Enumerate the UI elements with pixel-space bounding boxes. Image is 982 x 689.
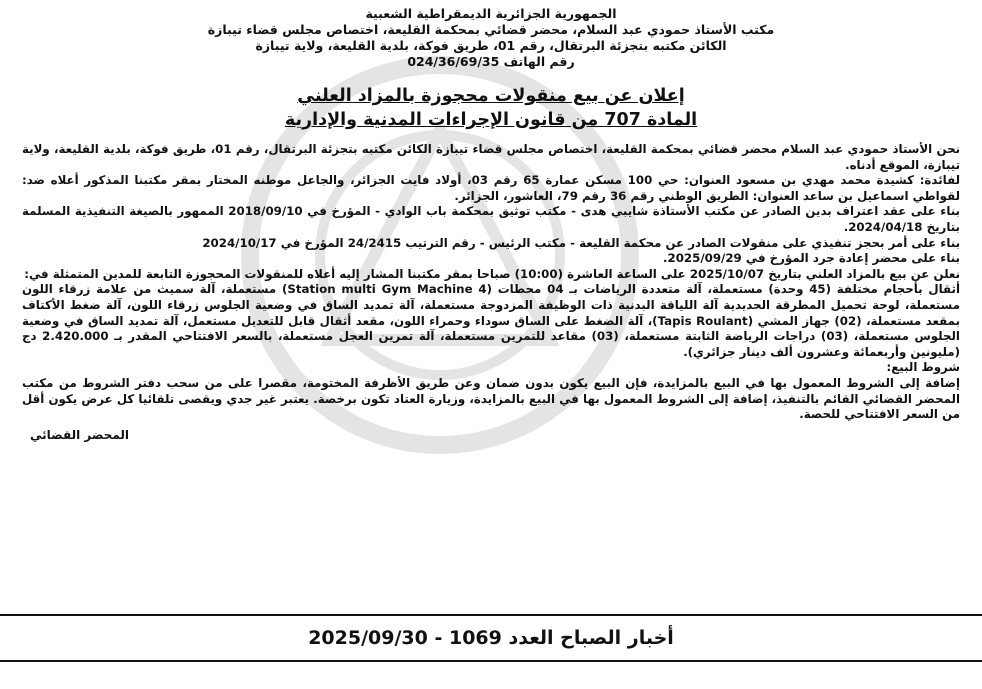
intro-paragraph: نحن الأستاذ حمودي عبد السلام محضر قضائي بمحكمة القليعة، اختصاص مجلس قضاء تيبازة الكائن مكتبه بتجزئة البرتقال، رقم 01، طريق فوكة، بلدية القليعة، ولاية تيبازة، الموقع أدناه. — [22, 142, 960, 172]
office-address: الكائن مكتبه بتجزئة البرتقال، رقم 01، طريق فوكة، بلدية القليعة، ولاية تيبازة — [255, 38, 727, 53]
newspaper-footer: أخبار الصباح العدد 1069 - 2025/09/30 — [0, 614, 982, 662]
signature-label: المحضر القضائي — [30, 427, 130, 442]
title-line-2: المادة 707 من قانون الإجراءات المدنية والإدارية — [284, 110, 698, 130]
announcement-body — [22, 142, 960, 423]
conditions-paragraph: إضافة إلى الشروط المعمول بها في البيع بالمزايدة، فإن البيع يكون بدون ضمان وعن طريق الأظرفة المختومة، مقصرا على من سحب دفتر الشروط من مكتب المحضر القضائي القائم بالتنفيذ، إضافة إلى الشروط المعمول بها في البيع بالمزايدة، وزيارة العتاد تكون برخصة. يعتبر غير جدي ويقصى تلقائيا كل عرض يكون أقل من السعر الافتتاحي للحصة. — [22, 375, 960, 422]
announcement-title — [22, 84, 960, 132]
beneficiary-paragraph: لفائدة: كشيدة محمد مهدي بن مسعود العنوان: حي 100 مسكن عمارة 65 رقم 03، أولاد فايت الجزائر، والجاعل موطنه المختار بمقر مكتبنا المذكور أعلاه ضد: لقواطي اسماعيل بن ساعد العنوان: الطريق الوطني رقم 36 رقم 79، العاشور، الجزائر. — [22, 173, 960, 203]
letterhead — [22, 6, 960, 70]
title-line-1: إعلان عن بيع منقولات محجوزة بالمزاد العلني — [297, 86, 685, 106]
basis-paragraph-2: بناء على أمر بحجز تنفيذي على منقولات الصادر عن محكمة القليعة - مكتب الرئيس - رقم الترتيب 24/2415 المؤرخ في 2024/10/17 — [202, 235, 960, 250]
basis-paragraph-1: بناء على عقد اعتراف بدين الصادر عن مكتب الأستاذة شايبي هدى - مكتب توثيق بمحكمة باب الوادي - المؤرخ في 2018/09/10 الممهور بالصيغة التنفيذية المسلمة بتاريخ 2024/04/18. — [22, 204, 960, 234]
republic-name: الجمهورية الجزائرية الديمقراطية الشعبية — [365, 6, 617, 21]
basis-paragraph-3: بناء على محضر إعادة جرد المؤرخ في 2025/09/29. — [663, 251, 960, 266]
office-name: مكتب الأستاذ حمودي عبد السلام، محضر قضائي بمحكمة القليعة، اختصاص مجلس قضاء تيبازة — [207, 22, 775, 37]
announcement-paragraph: نعلن عن بيع بالمزاد العلني بتاريخ 2025/10/07 على الساعة العاشرة (10:00) صباحا بمقر مكتبنا المشار إليه أعلاه للمنقولات المحجوزة التابعة للمدين المتمثلة في: — [24, 266, 960, 281]
seized-items-paragraph: أثقال بأحجام مختلفة (45 وحدة) مستعملة، آلة متعددة الرياضات بـ 04 محطات (Station multi Gym Machine 4) مستعملة، آلة سميث من علامة زرقاء اللون مستعملة، لوحة تحميل المطرقة الحديدية آلة اللياقة البدنية ذات الوظيفة المزدوجة مستعملة، آلة تمديد الساق في وضعية الجلوس زرقاء اللون، آلة ضغط الأكتاف بمقعد مستعملة، (02) جهاز المشي (Tapis Roulant)، آلة الضغط على الساق سوداء وحمراء اللون، مقعد أثقال قابل للتعديل مستعمل، آلة تمديد الساق في وضعية الجلوس مستعملة، (03) دراجات الرياضة الثابتة مستعملة، (03) مقاعد للتمرين مستعملة، آلة تمرين العجل مستعملة، بالسعر الافتتاحي المقدر بـ 2.420.000 دج (مليونين وأربعمائة وعشرون ألف دينار جزائري). — [22, 282, 961, 359]
conditions-title: شروط البيع: — [886, 360, 960, 375]
office-phone: رقم الهاتف 024/36/69/35 — [407, 54, 575, 69]
